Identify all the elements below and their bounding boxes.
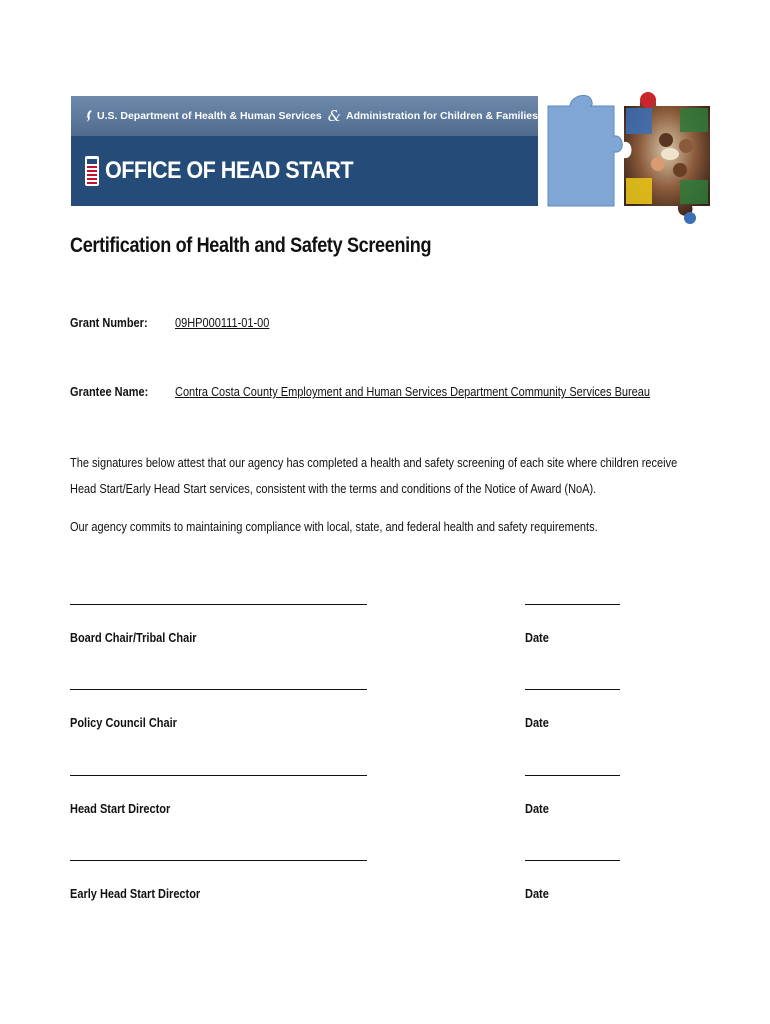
document-title: Certification of Health and Safety Screening (70, 234, 432, 257)
policy-council-signature-line[interactable] (70, 689, 367, 690)
puzzle-children-image (540, 88, 718, 224)
policy-council-date-label: Date (525, 716, 549, 730)
board-chair-signature-line[interactable] (70, 604, 367, 605)
early-head-start-director-signature-line[interactable] (70, 860, 367, 861)
board-chair-date-label: Date (525, 631, 549, 645)
head-start-director-date-line[interactable] (525, 775, 620, 776)
hhs-eagle-icon (85, 105, 93, 127)
grantee-name-value: Contra Costa County Employment and Human Services Department Community Services Bureau (175, 385, 651, 399)
ampersand-glyph: & (327, 107, 342, 125)
compliance-commitment: Our agency commits to maintaining compliance with local, state, and federal health and safety requirements. (70, 520, 598, 534)
photo-puzzle-piece (624, 92, 710, 224)
header-banner (71, 96, 538, 206)
head-start-director-label: Head Start Director (70, 802, 171, 816)
hhs-department-name: U.S. Department of Health & Human Services (97, 110, 322, 122)
head-start-director-date-label: Date (525, 802, 549, 816)
early-head-start-director-date-label: Date (525, 887, 549, 901)
banner-office-bar (71, 136, 538, 206)
grant-number-label: Grant Number: (70, 316, 148, 330)
grant-number-value: 09HP000111-01-00 (175, 316, 270, 330)
policy-council-label: Policy Council Chair (70, 716, 177, 730)
head-start-flag-icon (85, 156, 99, 186)
grantee-name-label: Grantee Name: (70, 385, 149, 399)
early-head-start-director-label: Early Head Start Director (70, 887, 201, 901)
banner-agency-bar (71, 96, 538, 136)
blue-puzzle-piece (548, 95, 622, 206)
early-head-start-director-date-line[interactable] (525, 860, 620, 861)
attestation-statement: The signatures below attest that our agency has completed a health and safety screening of each site where children receive Head Start/Early Head Start services, consistent with the terms and conditions of the Notice of Award (NoA). (70, 456, 678, 496)
office-of-head-start-title: OFFICE OF HEAD START (105, 157, 353, 184)
board-chair-date-line[interactable] (525, 604, 620, 605)
acf-administration-name: Administration for Children & Families (346, 110, 538, 122)
policy-council-date-line[interactable] (525, 689, 620, 690)
board-chair-label: Board Chair/Tribal Chair (70, 631, 197, 645)
head-start-director-signature-line[interactable] (70, 775, 367, 776)
